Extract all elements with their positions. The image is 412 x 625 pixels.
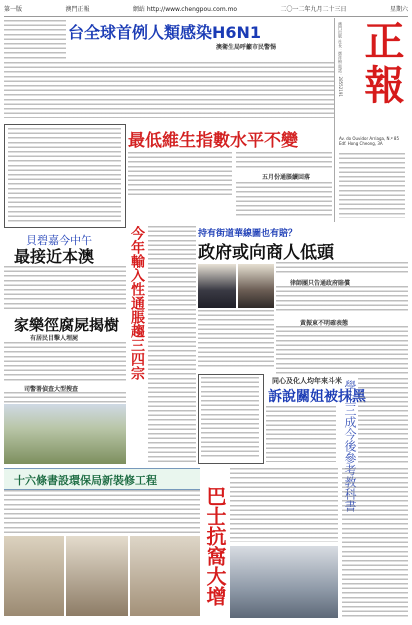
- typhoon-kicker: 貝碧嘉今中午: [26, 234, 92, 247]
- estate-kicker: 持有街道華線圖也有賠？: [198, 229, 298, 239]
- side-note-box: [198, 374, 264, 464]
- estate-lead-text: [276, 262, 408, 276]
- body-found-text: [4, 342, 126, 382]
- site-url[interactable]: http://www.chengpou.com.mo: [146, 6, 238, 13]
- min-wage-subhead: 五月份通脹續回落: [262, 174, 311, 181]
- estate-headline: 政府或向商人低頭: [198, 243, 334, 263]
- issue-date: 二〇一二年九月二十三日: [280, 6, 347, 13]
- renovation-photo-3: [130, 536, 200, 616]
- page-number: 第一版: [4, 6, 23, 13]
- renovation-photo-1: [4, 536, 64, 616]
- estate-body-left: [198, 310, 274, 368]
- min-wage-body-right: [236, 152, 332, 170]
- url-label: 網站: [132, 6, 145, 13]
- lead-teaser-text: [4, 20, 66, 60]
- bus-vertical-headline: 巴士抗窩大增: [203, 486, 227, 606]
- typhoon-headline: 最接近本澳: [14, 247, 95, 266]
- lead-body-text: [4, 62, 334, 118]
- bus-body: [230, 468, 338, 542]
- masthead-address: Av. do Ouvidor Arriaga, N.º 85 Edf. Hong Cheong, 3A: [339, 136, 399, 146]
- renovation-headline: 十六條書設環保局新裝修工程: [14, 474, 157, 487]
- gov-headline: 訴說關姐被抹黑: [268, 389, 366, 405]
- lead-headline: 台全球首例人類感染H6N1: [68, 23, 262, 42]
- body-found-subhead: 有居民目擊人埋屍: [30, 335, 79, 342]
- village-photo: [4, 404, 126, 464]
- official-photo-2: [238, 264, 274, 308]
- paper-name: 澳門正報: [65, 6, 90, 13]
- masthead-side-info: 澳門出版 社長：鄧祥楨 電話：28552191: [338, 22, 343, 97]
- editorial-box: [4, 124, 126, 228]
- school-body-top: [358, 378, 408, 464]
- lead-subhead: 澳衛生局呼籲市民警惕: [216, 44, 277, 51]
- gov-body: [266, 406, 336, 462]
- inflation-vertical-headline: 今年輸入性通脹趨三四宗: [129, 226, 145, 380]
- gov-kicker: 同心及化人均年來斗米: [272, 377, 342, 385]
- inflation-body: [148, 226, 196, 462]
- typhoon-body: [4, 266, 126, 312]
- body-found-subhead-2: 司警署偵查大型搜查: [24, 386, 79, 393]
- weekday: 星期六: [389, 6, 408, 13]
- masthead-info-text: [339, 153, 405, 218]
- header-bar: [4, 4, 408, 17]
- official-photo-1: [198, 264, 236, 308]
- masthead-logo: 正報: [358, 20, 404, 108]
- school-body-bottom: [342, 468, 408, 618]
- estate-body-right: [276, 286, 408, 312]
- bus-photo: [230, 546, 338, 618]
- estate-subhead-2: 黃振東不明確表態: [300, 320, 349, 327]
- estate-body-lower: [276, 326, 408, 374]
- renovation-body: [4, 490, 200, 534]
- min-wage-body-left: [128, 152, 232, 198]
- min-wage-body-lower: [236, 182, 332, 218]
- renovation-banner: [4, 468, 200, 490]
- body-found-text-2: [4, 392, 126, 404]
- body-found-headline: 家樂徑腐屍揭樹: [14, 316, 120, 334]
- school-vertical-headline: 學生三成今後參考教科書: [343, 380, 357, 512]
- min-wage-headline: 最低維生指數水平不變: [128, 131, 298, 151]
- renovation-photo-2: [66, 536, 128, 616]
- estate-subhead: 律師團只告通政府賠償: [290, 280, 351, 287]
- masthead: [334, 18, 409, 222]
